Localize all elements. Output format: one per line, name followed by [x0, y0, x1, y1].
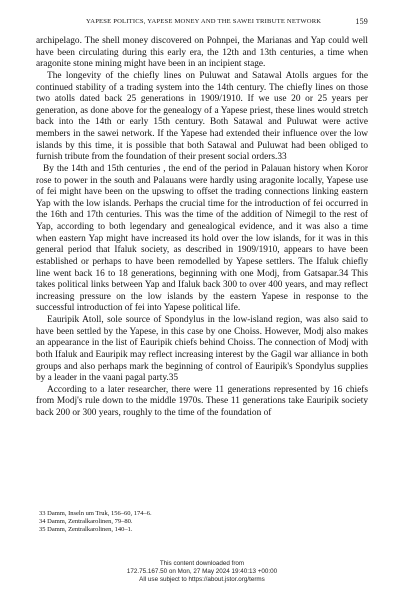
page: [36, 0, 368, 600]
footnotes: [36, 510, 368, 535]
footnote: 35 Damm, Zentralkarolinen, 140–1.: [39, 526, 133, 534]
paragraph: The longevity of the chiefly lines on Puluwat and Satawal Atolls argues for the continued stability of a trading system into the 14th century. The chiefly lines on those two atolls dated back 25 generations in 1909/1910. If we use 20 or 25 years per generation, as done above for the genealogy of a Yapese priest, these lines would stretch back into the 14th or early 15th century. Both Satawal and Puluwat were active members in the sawei network. If the Yapese had extended their influence over the low islands by this time, it is possible that both Satawal and Puluwat had been obliged to furnish tribute from the foundation of their present social orders.33: [36, 70, 368, 163]
body-text: [36, 36, 368, 420]
paragraph: Eauripik Atoll, sole source of Spondylus in the low-island region, was also said to have been settled by the Yapese, in this case by one Choiss. However, Modj also makes an appearance in the list of Eauripik chiefs behind Choiss. The connection of Modj with both Ifaluk and Eauripik may reflect increasing interest by the Gagil war alliance in both groups and also perhaps mark the beginning of control of Eauripik's Spondylus supplies by a leader in the vaani pagal party.35: [36, 315, 368, 384]
running-title: YAPESE POLITICS, YAPESE MONEY AND THE SAWEI TRIBUTE NETWORK: [86, 18, 322, 25]
footnote: 34 Damm, Zentralkarolinen, 79–80.: [39, 518, 133, 526]
running-header: [36, 18, 368, 30]
download-notice: [36, 560, 368, 584]
download-line: This content downloaded from: [159, 560, 245, 567]
paragraph: archipelago. The shell money discovered on Pohnpei, the Marianas and Yap could well have been circulating during this early era, the 12th and 13th centuries, a time when aragonite stone mining might have been in an incipient stage.: [36, 36, 368, 70]
paragraph: By the 14th and 15th centuries , the end of the period in Palauan history when Koror rose to power in the south and Palauans were hardly using aragonite locally, Yapese use of fei might have been on the upswing to offset the trading connections linking eastern Yap with the low islands. Perhaps the crucial time for the introduction of fei occurred in the 16th and 17th centuries. This was the time of the addition of Nimegil to the rest of Yap, according to both legendary and genealogical evidence, and it was also a time when eastern Yap might have increased its hold over the low islands, for it was in this general period that Ifaluk society, as described in 1909/1910, appears to have been established or perhaps to have been remodelled by Yapese settlers. The Ifaluk chiefly line went back 16 to 18 generations, beginning with one Modj, from Gatsapar.34 This takes political links between Yap and Ifaluk back 300 to over 400 years, and may reflect increasing pressure on the low islands by the eastern Yapese in response to the successful introduction of fei into Yapese political life.: [36, 163, 368, 314]
page-number: 159: [355, 17, 368, 26]
footnote: 33 Damm, Inseln um Truk, 156–60, 174–6.: [39, 510, 152, 517]
download-line: All use subject to https://about.jstor.org/terms: [139, 576, 265, 583]
download-line: 172.75.167.50 on Mon, 27 May 2024 19:40:13 +00:00: [126, 568, 278, 575]
paragraph: According to a later researcher, there were 11 generations represented by 16 chiefs from Modj's rule down to the middle 1970s. These 11 generations take Eauripik society back 200 or 300 years, roughly to the time of the foundation of: [36, 384, 368, 418]
